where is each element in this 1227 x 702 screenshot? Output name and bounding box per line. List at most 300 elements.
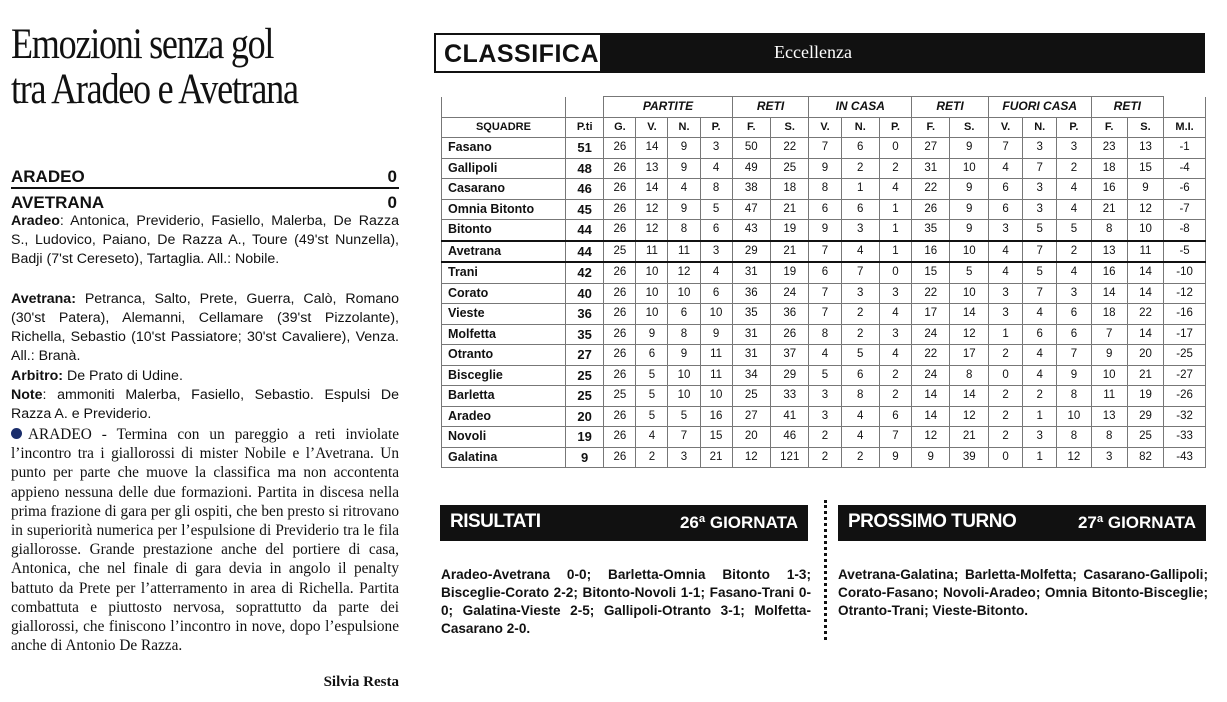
classifica-tab [434, 33, 600, 73]
stat-cell: 10 [668, 365, 700, 386]
stat-cell: 4 [809, 345, 841, 366]
table-row [442, 345, 1206, 366]
stat-cell: 7 [879, 427, 911, 448]
stat-cell: 37 [771, 345, 809, 366]
stat-cell: 7 [809, 304, 841, 325]
table-row [442, 220, 1206, 241]
group-reti-casa: RETI [912, 97, 989, 118]
risultati-title: RISULTATI [450, 511, 541, 532]
stat-cell: 4 [700, 262, 732, 283]
stat-cell: 3 [700, 138, 732, 159]
stat-cell: 5 [668, 406, 700, 427]
stat-cell: 6 [809, 262, 841, 283]
stat-cell: 9 [912, 447, 950, 468]
standings-table [441, 96, 1206, 468]
stat-cell: 12 [636, 199, 668, 220]
stat-cell: 2 [636, 447, 668, 468]
stat-cell: 29 [1127, 406, 1163, 427]
stat-cell: 26 [604, 220, 636, 241]
stat-cell: 31 [732, 262, 770, 283]
stat-cell: 9 [668, 199, 700, 220]
team-name: Barletta [442, 386, 566, 407]
group-header-row [442, 97, 1206, 118]
group-fuori-casa: FUORI CASA [988, 97, 1091, 118]
stat-cell: 21 [1127, 365, 1163, 386]
stat-cell: 22 [912, 283, 950, 304]
column-header-12: S. [950, 117, 988, 138]
stat-cell: -8 [1164, 220, 1206, 241]
stat-cell: 43 [732, 220, 770, 241]
stat-cell: 6 [636, 345, 668, 366]
group-partite: PARTITE [604, 97, 732, 118]
table-row [442, 179, 1206, 200]
stat-cell: 4 [668, 179, 700, 200]
stat-cell: 4 [1057, 179, 1091, 200]
stat-cell: 31 [732, 345, 770, 366]
stat-cell: 3 [1023, 199, 1057, 220]
stat-cell: 2 [841, 158, 879, 179]
stat-cell: 6 [879, 406, 911, 427]
stat-cell: 26 [604, 158, 636, 179]
stat-cell: 3 [1091, 447, 1127, 468]
stat-cell: 4 [1023, 345, 1057, 366]
stat-cell: 15 [700, 427, 732, 448]
stat-cell: 9 [636, 324, 668, 345]
column-separator [824, 500, 827, 640]
stat-cell: 3 [1023, 138, 1057, 159]
stat-cell: 12 [636, 220, 668, 241]
stat-cell: 26 [604, 304, 636, 325]
stat-cell: 10 [1091, 365, 1127, 386]
stat-cell: 8 [950, 365, 988, 386]
aradeo-label: Aradeo [11, 213, 60, 229]
stat-cell: 7 [809, 138, 841, 159]
points: 46 [565, 179, 603, 200]
stat-cell: 35 [732, 304, 770, 325]
article-body-text: ARADEO - Termina con un pareggio a reti inviolate l’incontro tra i giallorossi di mister Nobile e l’Avetrana. Un punto per parte che muove la classifica ma non accontenta appieno nessuna delle due formazioni. Partita in discesa nella prima frazione di gara per gli ospiti, che ben presto si ritrovano in superiorità numerica per l’espulsione di Previderio tra le fila giallorosse. Grande prestazione anche del portiere di casa, Antonica, che nel finale di gara devia in angolo il penalty battuto da Prete per l’atterramento in area di Richella. Partita combattuta e piuttosto nervosa, soprattutto da parte dei giallorossi, che finiscono l’incontro in nove, dopo l’espulsione anche di Antonio De Razza. [11, 426, 399, 655]
stat-cell: 8 [809, 179, 841, 200]
stat-cell: 10 [950, 283, 988, 304]
team-name: Avetrana [442, 241, 566, 263]
note [11, 386, 399, 424]
stat-cell: 33 [771, 386, 809, 407]
stat-cell: 8 [1091, 220, 1127, 241]
note-label: Note [11, 387, 43, 403]
stat-cell: 12 [912, 427, 950, 448]
stat-cell: 4 [988, 262, 1022, 283]
stat-cell: 49 [732, 158, 770, 179]
avetrana-lineup [11, 290, 399, 366]
stat-cell: 7 [1023, 283, 1057, 304]
stat-cell: 41 [771, 406, 809, 427]
stat-cell: 8 [1091, 427, 1127, 448]
stat-cell: 24 [912, 324, 950, 345]
stat-cell: 22 [1127, 304, 1163, 325]
team-name: Vieste [442, 304, 566, 325]
stat-cell: -27 [1164, 365, 1206, 386]
stat-cell: 6 [1023, 324, 1057, 345]
prossimo-turno-giornata: 27ª GIORNATA [1077, 513, 1196, 532]
stat-cell: 15 [1127, 158, 1163, 179]
stat-cell: 6 [700, 220, 732, 241]
stat-cell: 4 [1057, 199, 1091, 220]
team-name: Bisceglie [442, 365, 566, 386]
column-header-2: G. [604, 117, 636, 138]
stat-cell: 20 [732, 427, 770, 448]
home-score: 0 [387, 167, 397, 186]
stat-cell: 7 [1057, 345, 1091, 366]
points: 45 [565, 199, 603, 220]
points: 35 [565, 324, 603, 345]
stat-cell: 18 [771, 179, 809, 200]
stat-cell: -10 [1164, 262, 1206, 283]
stat-cell: 10 [950, 158, 988, 179]
stat-cell: 16 [1091, 179, 1127, 200]
group-reti-fuori: RETI [1091, 97, 1164, 118]
team-name: Bitonto [442, 220, 566, 241]
stat-cell: 26 [604, 179, 636, 200]
home-score-row [11, 166, 399, 189]
stat-cell: 34 [732, 365, 770, 386]
points: 40 [565, 283, 603, 304]
arbitro-text: De Prato di Udine. [63, 368, 183, 384]
table-row [442, 447, 1206, 468]
team-name: Aradeo [442, 406, 566, 427]
team-name: Corato [442, 283, 566, 304]
stat-cell: 24 [912, 365, 950, 386]
stat-cell: 4 [988, 158, 1022, 179]
stat-cell: 4 [879, 304, 911, 325]
stat-cell: -5 [1164, 241, 1206, 263]
stat-cell: 11 [668, 241, 700, 263]
stat-cell: 4 [988, 241, 1022, 263]
table-row [442, 138, 1206, 159]
stat-cell: 4 [879, 345, 911, 366]
stat-cell: 4 [1057, 262, 1091, 283]
stat-cell: 10 [668, 283, 700, 304]
prossimo-turno-bar [838, 505, 1206, 541]
stat-cell: 26 [604, 406, 636, 427]
stat-cell: 26 [604, 345, 636, 366]
table-row [442, 386, 1206, 407]
stat-cell: 23 [1091, 138, 1127, 159]
stat-cell: 5 [1023, 220, 1057, 241]
team-name: Casarano [442, 179, 566, 200]
stat-cell: 2 [841, 324, 879, 345]
headline [11, 22, 399, 112]
stat-cell: 1 [879, 241, 911, 263]
column-header-17: S. [1127, 117, 1163, 138]
article-body [11, 425, 399, 655]
column-header-15: P. [1057, 117, 1091, 138]
stat-cell: 26 [604, 427, 636, 448]
stat-cell: 3 [988, 304, 1022, 325]
stat-cell: 9 [950, 220, 988, 241]
stat-cell: 39 [950, 447, 988, 468]
aradeo-lineup [11, 212, 399, 269]
column-header-9: N. [841, 117, 879, 138]
stat-cell: 1 [988, 324, 1022, 345]
stat-cell: 21 [1091, 199, 1127, 220]
risultati-giornata: 26ª GIORNATA [679, 513, 798, 532]
stat-cell: -4 [1164, 158, 1206, 179]
stat-cell: 14 [1091, 283, 1127, 304]
table-row [442, 427, 1206, 448]
stat-cell: 6 [841, 365, 879, 386]
stat-cell: 6 [1057, 324, 1091, 345]
stat-cell: 13 [1091, 406, 1127, 427]
headline-line-1: Emozioni senza gol [11, 21, 274, 68]
stat-cell: -17 [1164, 324, 1206, 345]
stat-cell: 10 [1057, 406, 1091, 427]
stat-cell: 6 [988, 179, 1022, 200]
stat-cell: -1 [1164, 138, 1206, 159]
stat-cell: 3 [879, 324, 911, 345]
points: 27 [565, 345, 603, 366]
stat-cell: 14 [636, 179, 668, 200]
stat-cell: 7 [841, 262, 879, 283]
stat-cell: 15 [912, 262, 950, 283]
stat-cell: 7 [1023, 241, 1057, 263]
table-row [442, 324, 1206, 345]
team-name: Novoli [442, 427, 566, 448]
table-row [442, 262, 1206, 283]
stat-cell: 25 [604, 386, 636, 407]
stat-cell: 14 [950, 304, 988, 325]
stat-cell: 10 [950, 241, 988, 263]
stat-cell: 9 [809, 220, 841, 241]
team-name: Molfetta [442, 324, 566, 345]
stat-cell: 10 [1127, 220, 1163, 241]
away-score-row [11, 192, 399, 213]
stat-cell: 27 [732, 406, 770, 427]
column-header-row [442, 117, 1206, 138]
stat-cell: 3 [1023, 179, 1057, 200]
stat-cell: 22 [771, 138, 809, 159]
stat-cell: 24 [771, 283, 809, 304]
stat-cell: 16 [1091, 262, 1127, 283]
stat-cell: 31 [912, 158, 950, 179]
stat-cell: 9 [1091, 345, 1127, 366]
stat-cell: 22 [912, 345, 950, 366]
stat-cell: 14 [1127, 324, 1163, 345]
arbitro-label: Arbitro: [11, 368, 64, 384]
table-row [442, 365, 1206, 386]
stat-cell: 18 [1091, 158, 1127, 179]
stat-cell: 26 [604, 283, 636, 304]
team-name: Otranto [442, 345, 566, 366]
team-name: Gallipoli [442, 158, 566, 179]
stat-cell: 21 [771, 241, 809, 263]
stat-cell: 25 [771, 158, 809, 179]
stat-cell: 26 [604, 447, 636, 468]
stat-cell: 14 [950, 386, 988, 407]
stat-cell: 21 [771, 199, 809, 220]
risultati-bar [440, 505, 808, 541]
stat-cell: 8 [1057, 386, 1091, 407]
stat-cell: 8 [700, 179, 732, 200]
table-row [442, 304, 1206, 325]
stat-cell: 0 [988, 365, 1022, 386]
stat-cell: 25 [732, 386, 770, 407]
stat-cell: 6 [988, 199, 1022, 220]
column-header-11: F. [912, 117, 950, 138]
column-header-4: N. [668, 117, 700, 138]
stat-cell: 2 [841, 304, 879, 325]
risultati-text: Aradeo-Avetrana 0-0; Barletta-Omnia Bitonto 1-3; Bisceglie-Corato 2-2; Bitonto-Novoli 1-1; Fasano-Trani 0-0; Galatina-Vieste 2-5; Gallipoli-Otranto 3-1; Molfetta-Casarano 2-0. [441, 567, 811, 636]
stat-cell: 10 [636, 304, 668, 325]
stat-cell: 4 [879, 179, 911, 200]
stat-cell: 29 [771, 365, 809, 386]
points: 19 [565, 427, 603, 448]
stat-cell: 5 [1057, 220, 1091, 241]
headline-line-2: tra Aradeo e Avetrana [11, 66, 298, 113]
stat-cell: 14 [912, 406, 950, 427]
stat-cell: 10 [636, 283, 668, 304]
table-row [442, 283, 1206, 304]
stat-cell: 29 [732, 241, 770, 263]
stat-cell: 14 [912, 386, 950, 407]
stat-cell: 4 [636, 427, 668, 448]
table-row [442, 158, 1206, 179]
stat-cell: 26 [771, 324, 809, 345]
stat-cell: 19 [771, 262, 809, 283]
points: 9 [565, 447, 603, 468]
stat-cell: 9 [879, 447, 911, 468]
stat-cell: -16 [1164, 304, 1206, 325]
stat-cell: 16 [700, 406, 732, 427]
note-text: : ammoniti Malerba, Fasiello, Sebastio. Espulsi De Razza A. e Previderio. [11, 387, 399, 422]
stat-cell: 8 [668, 220, 700, 241]
stat-cell: 3 [841, 283, 879, 304]
stat-cell: 8 [841, 386, 879, 407]
stat-cell: 9 [809, 158, 841, 179]
stat-cell: 1 [1023, 447, 1057, 468]
stat-cell: 21 [950, 427, 988, 448]
points: 42 [565, 262, 603, 283]
column-header-0: SQUADRE [442, 117, 566, 138]
stat-cell: 26 [604, 262, 636, 283]
table-row [442, 199, 1206, 220]
stat-cell: 1 [879, 220, 911, 241]
stat-cell: 2 [809, 427, 841, 448]
stat-cell: 3 [1057, 283, 1091, 304]
stat-cell: 3 [668, 447, 700, 468]
stat-cell: 17 [950, 345, 988, 366]
stat-cell: 7 [1091, 324, 1127, 345]
points: 51 [565, 138, 603, 159]
stat-cell: 31 [732, 324, 770, 345]
stat-cell: 8 [668, 324, 700, 345]
stat-cell: 5 [841, 345, 879, 366]
stat-cell: 2 [988, 406, 1022, 427]
prossimo-turno-text: Avetrana-Galatina; Barletta-Molfetta; Casarano-Gallipoli; Corato-Fasano; Novoli-Aradeo; Omnia Bitonto-Bisceglie; Otranto-Trani; Vieste-Bitonto. [838, 567, 1208, 618]
stat-cell: 26 [604, 138, 636, 159]
article-column [11, 21, 399, 690]
table-row [442, 406, 1206, 427]
column-header-10: P. [879, 117, 911, 138]
arbitro [11, 367, 399, 386]
stat-cell: 6 [841, 138, 879, 159]
stat-cell: 9 [950, 179, 988, 200]
stat-cell: 4 [841, 427, 879, 448]
stat-cell: 10 [636, 262, 668, 283]
stat-cell: 9 [668, 138, 700, 159]
stat-cell: -26 [1164, 386, 1206, 407]
aradeo-lineup-text: : Antonica, Previderio, Fasiello, Malerba, De Razza S., Ludovico, Paiano, De Razza A., Toure (49'st Nunzella), Badji (7'st Cereseto), Tartaglia. All.: Nobile. [11, 213, 399, 267]
stat-cell: 5 [636, 365, 668, 386]
stat-cell: 3 [1023, 427, 1057, 448]
home-team: ARADEO [11, 167, 85, 186]
column-header-5: P. [700, 117, 732, 138]
team-name: Galatina [442, 447, 566, 468]
stat-cell: 3 [988, 220, 1022, 241]
stat-cell: 14 [636, 138, 668, 159]
stat-cell: 1 [841, 179, 879, 200]
stat-cell: 4 [841, 241, 879, 263]
stat-cell: 7 [668, 427, 700, 448]
stat-cell: 47 [732, 199, 770, 220]
stat-cell: 10 [700, 386, 732, 407]
stat-cell: 26 [604, 199, 636, 220]
stat-cell: 2 [1057, 241, 1091, 263]
stat-cell: 4 [1023, 304, 1057, 325]
stat-cell: 46 [771, 427, 809, 448]
stat-cell: 6 [700, 283, 732, 304]
points: 44 [565, 220, 603, 241]
column-header-7: S. [771, 117, 809, 138]
stat-cell: -33 [1164, 427, 1206, 448]
stat-cell: 5 [636, 406, 668, 427]
stat-cell: 19 [1127, 386, 1163, 407]
stat-cell: 13 [1091, 241, 1127, 263]
stat-cell: 2 [1057, 158, 1091, 179]
stat-cell: 8 [809, 324, 841, 345]
stat-cell: 2 [841, 447, 879, 468]
stat-cell: 14 [1127, 283, 1163, 304]
stat-cell: 26 [604, 324, 636, 345]
stat-cell: 2 [988, 427, 1022, 448]
stat-cell: 26 [912, 199, 950, 220]
stat-cell: 9 [950, 138, 988, 159]
stat-cell: 7 [809, 241, 841, 263]
column-header-1: P.ti [565, 117, 603, 138]
stat-cell: 9 [668, 345, 700, 366]
stat-cell: 3 [879, 283, 911, 304]
stat-cell: 0 [879, 138, 911, 159]
stat-cell: 2 [988, 386, 1022, 407]
stat-cell: -43 [1164, 447, 1206, 468]
column-header-13: V. [988, 117, 1022, 138]
classifica-header [434, 33, 1205, 73]
away-score: 0 [387, 193, 397, 212]
stat-cell: 36 [771, 304, 809, 325]
avetrana-label: Avetrana: [11, 291, 76, 307]
stat-cell: 5 [950, 262, 988, 283]
stat-cell: 8 [1057, 427, 1091, 448]
classifica-title: CLASSIFICA [444, 40, 599, 68]
stat-cell: 0 [988, 447, 1022, 468]
stat-cell: 5 [636, 386, 668, 407]
stat-cell: 4 [841, 406, 879, 427]
stat-cell: 3 [809, 386, 841, 407]
avetrana-lineup-text: Petranca, Salto, Prete, Guerra, Calò, Romano (30'st Patera), Alemanni, Cellamare (39'st Pizzolante), Richella, Sebastio (10'st Passiatore; 30'st Cavaliere), Venza. All.: Branà. [11, 291, 399, 364]
stat-cell: 9 [1057, 365, 1091, 386]
stat-cell: 6 [841, 199, 879, 220]
stat-cell: 2 [988, 345, 1022, 366]
stat-cell: 2 [1023, 386, 1057, 407]
stat-cell: 27 [912, 138, 950, 159]
